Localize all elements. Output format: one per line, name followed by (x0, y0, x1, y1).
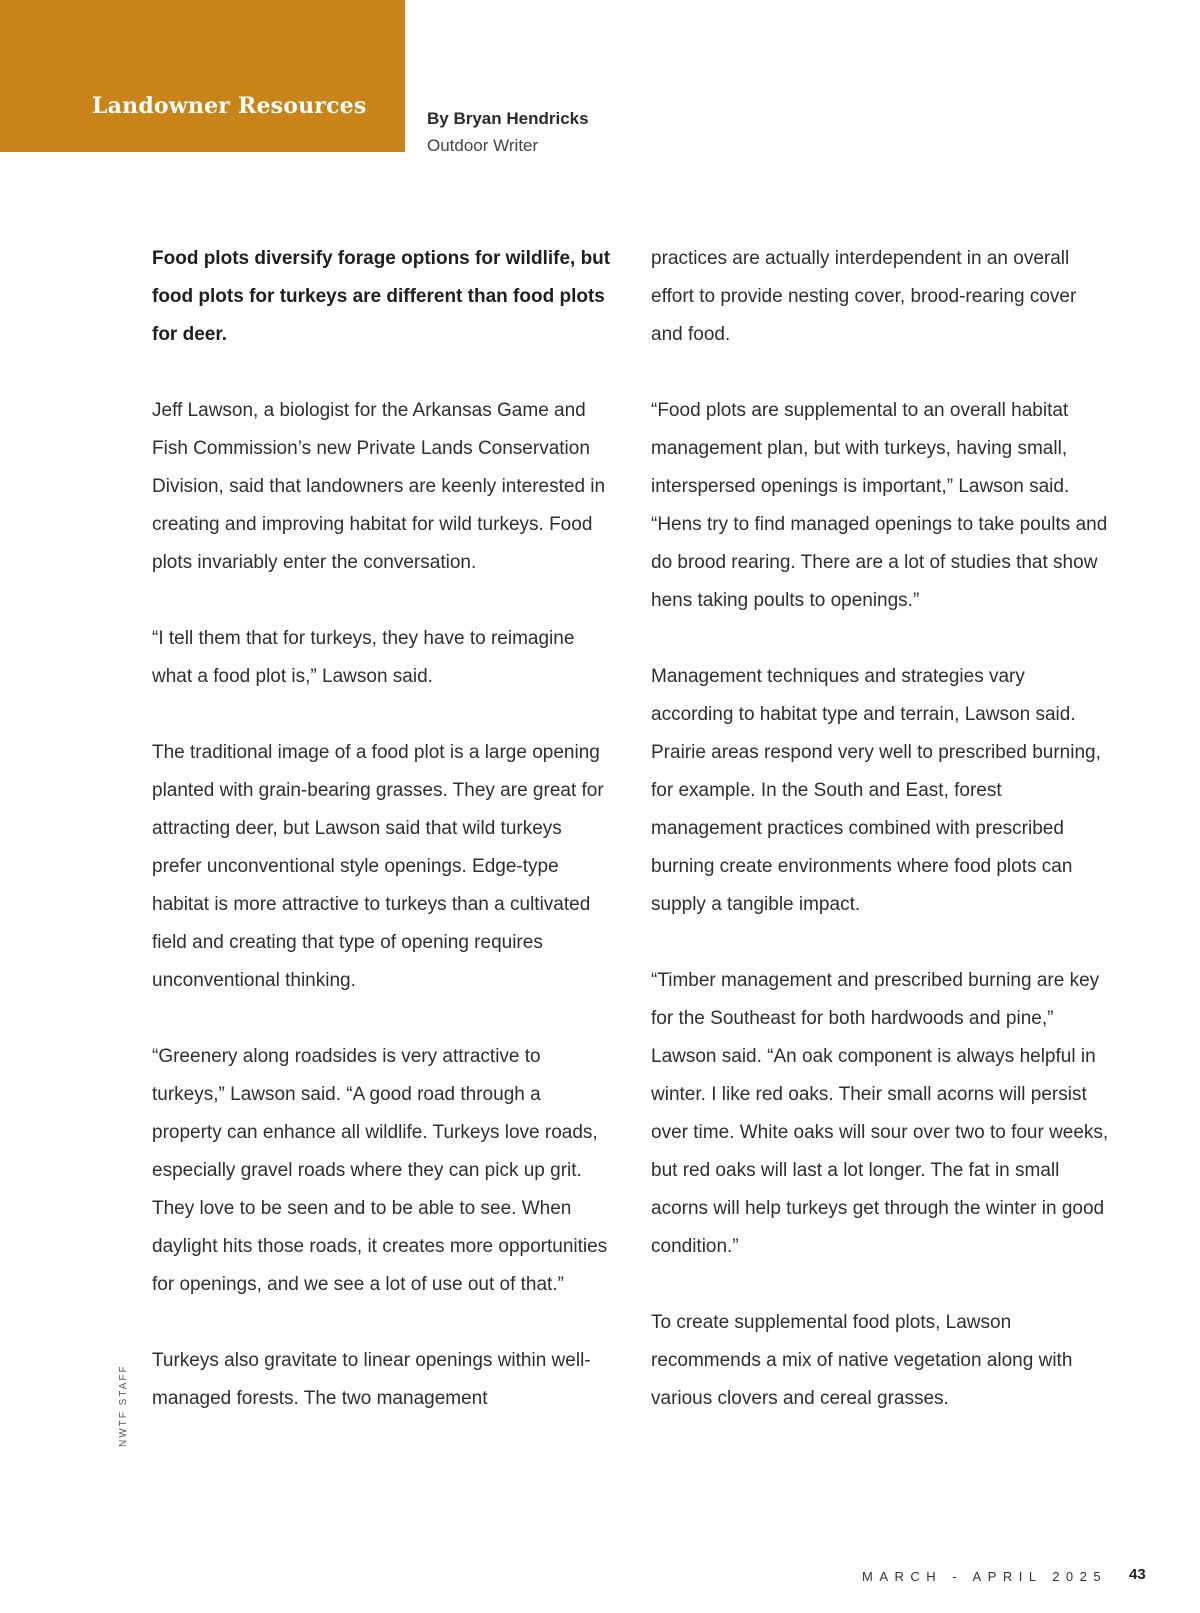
section-banner (0, 0, 405, 152)
issue-date: MARCH - APRIL 2025 (862, 1569, 1108, 1584)
article-paragraph: The traditional image of a food plot is a large opening planted with grain-bearing grasses. They are great for attracting deer, but Lawson said that wild turkeys prefer unconventional style openings. Edge-type habitat is more attractive to turkeys than a cultivated field and creating that type of opening requires unconventional thinking. (152, 742, 604, 991)
article-paragraph: “Timber management and prescribed burning are key for the Southeast for both hardwoods and pine,” Lawson said. “An oak component is always helpful in winter. I like red oaks. Their small acorns will persist over time. White oaks will sour over two to four weeks, but red oaks will last a lot longer. The fat in small acorns will help turkeys get through the winter in good condition.” (651, 970, 1109, 1257)
author-role: Outdoor Writer (427, 136, 539, 155)
article-paragraph: practices are actually interdependent in an overall effort to provide nesting cover, brood-rearing cover and food. (651, 248, 1077, 345)
article-paragraph: Jeff Lawson, a biologist for the Arkansas Game and Fish Commission’s new Private Lands Conservation Division, said that landowners are keenly interested in creating and improving habitat for wild turkeys. Food plots invariably enter the conversation. (152, 400, 606, 573)
section-title: Landowner Resources (92, 93, 367, 119)
page-number: 43 (1129, 1566, 1146, 1583)
article-paragraph: Management techniques and strategies vary according to habitat type and terrain, Lawson said. Prairie areas respond very well to prescribed burning, for example. In the South and East, forest management practices combined with prescribed burning create environments where food plots can supply a tangible impact. (651, 666, 1101, 915)
article-column-right (651, 240, 1111, 1456)
article-paragraph: Turkeys also gravitate to linear openings within well-managed forests. The two management (152, 1350, 591, 1409)
article-paragraph: To create supplemental food plots, Lawson recommends a mix of native vegetation along with various clovers and cereal grasses. (651, 1312, 1073, 1409)
article-lede: Food plots diversify forage options for wildlife, but food plots for turkeys are different than food plots for deer. (152, 248, 611, 345)
byline (427, 107, 589, 161)
photo-credit: NWTF STAFF (118, 1364, 129, 1447)
article-column-left (152, 240, 612, 1456)
article-paragraph: “Greenery along roadsides is very attractive to turkeys,” Lawson said. “A good road through a property can enhance all wildlife. Turkeys love roads, especially gravel roads where they can pick up grit. They love to be seen and to be able to see. When daylight hits those roads, it creates more opportunities for openings, and we see a lot of use out of that.” (152, 1046, 608, 1295)
author-name: By Bryan Hendricks (427, 109, 589, 128)
article-paragraph: “Food plots are supplemental to an overall habitat management plan, but with turkeys, having small, interspersed openings is important,” Lawson said. “Hens try to find managed openings to take poults and do brood rearing. There are a lot of studies that show hens taking poults to openings.” (651, 400, 1108, 611)
article-paragraph: “I tell them that for turkeys, they have to reimagine what a food plot is,” Lawson said. (152, 628, 575, 687)
